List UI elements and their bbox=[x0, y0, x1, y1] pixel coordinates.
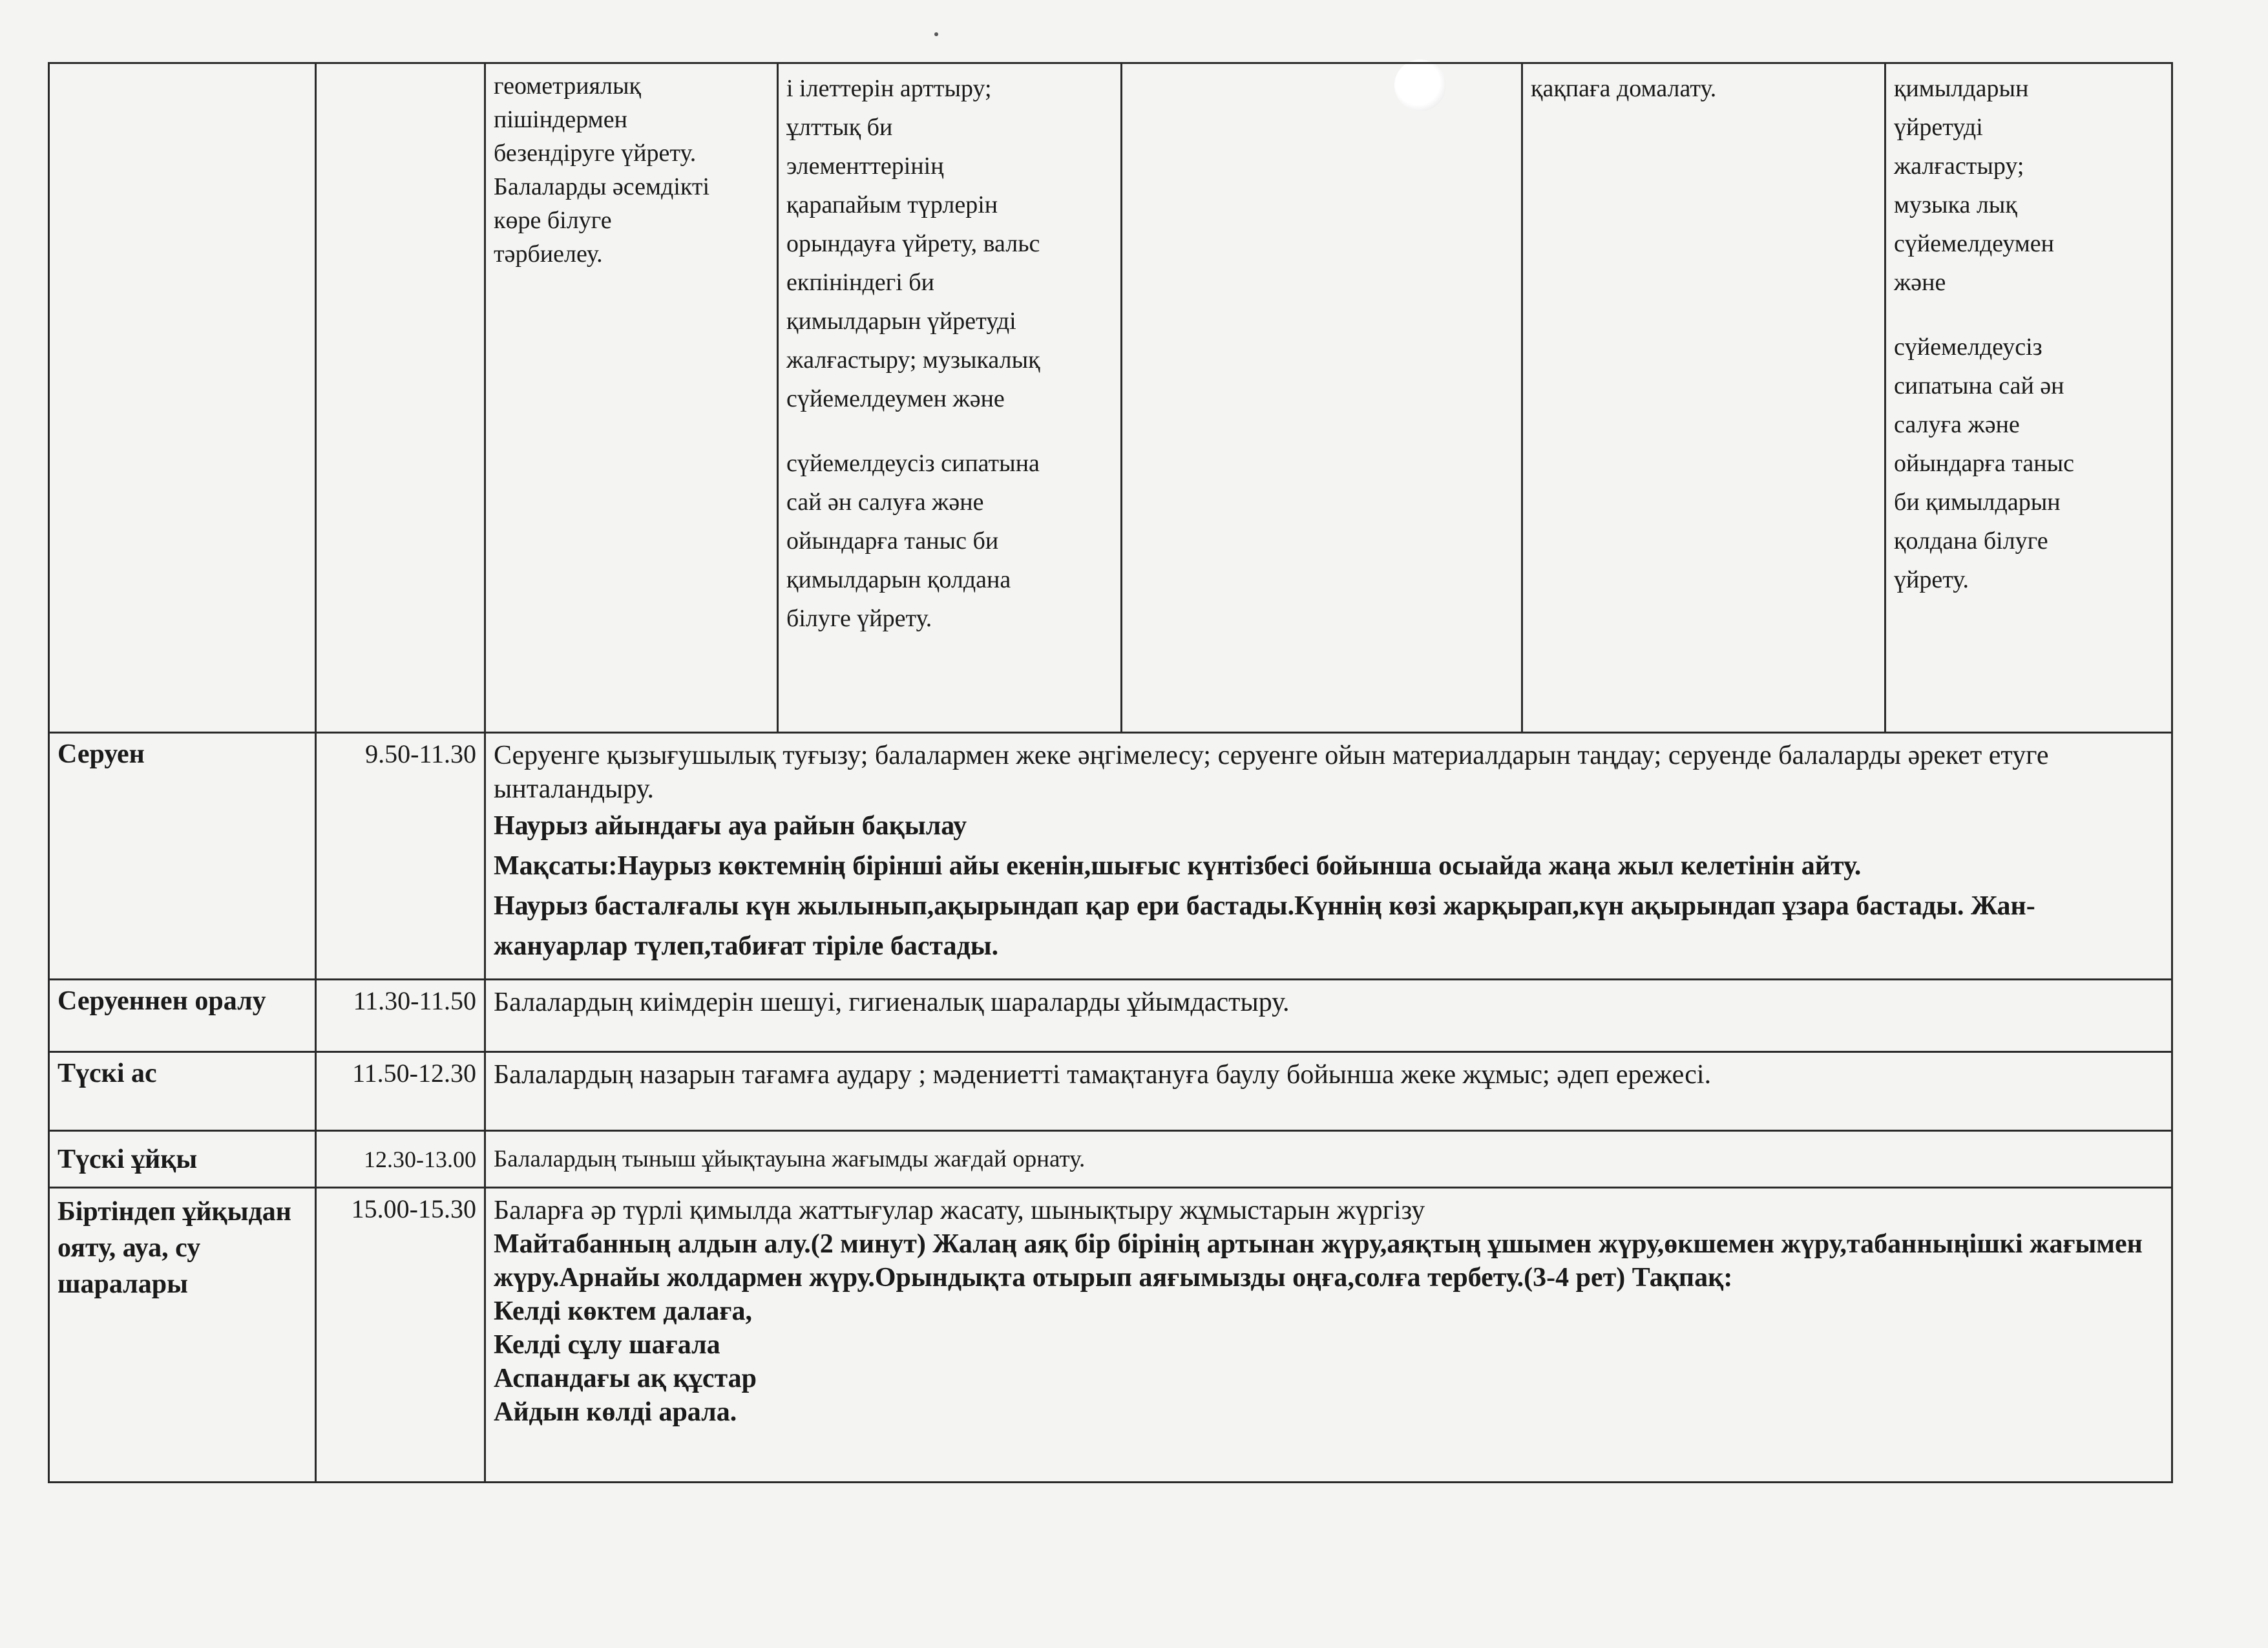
text-line: пішіндермен bbox=[494, 106, 627, 133]
poem-line: Айдын көлді арала. bbox=[494, 1397, 737, 1427]
continuation-label-cell bbox=[49, 63, 316, 733]
text-line: безендіруге үйрету. bbox=[494, 140, 697, 167]
row-label: Серуен bbox=[49, 733, 316, 980]
seruen-goal: Мақсаты:Наурыз көктемнің бірінші айы екенін,шығыс күнтізбесі бойынша осыайда жаңа жыл келетінін айту. bbox=[494, 851, 1862, 881]
paragraph-gap bbox=[786, 418, 1113, 444]
poem-line: Келді көктем далаға, bbox=[494, 1296, 753, 1326]
text-line: ойындарға таныс би bbox=[786, 527, 999, 555]
text-line: элементтерінің bbox=[786, 153, 944, 180]
text-line: және bbox=[1894, 269, 1946, 296]
text-line: көре білуге bbox=[494, 207, 612, 234]
row-time: 12.30-13.00 bbox=[316, 1131, 485, 1188]
poem-line: Аспандағы ақ құстар bbox=[494, 1364, 757, 1393]
text-line: сүйемелдеумен bbox=[1894, 230, 2054, 257]
row-description bbox=[485, 1188, 2172, 1483]
text-line: сүйемелдеумен және bbox=[786, 385, 1005, 412]
text-line: сипатына сай ән bbox=[1894, 372, 2064, 399]
text-line: Балаларды әсемдікті bbox=[494, 173, 710, 200]
text-line: қолдана білуге bbox=[1894, 527, 2048, 555]
seruen-heading: Наурыз айындағы ауа райын бақылау bbox=[494, 811, 967, 841]
text-line: тәрбиелеу. bbox=[494, 240, 603, 268]
text-line: қимылдарын bbox=[1894, 75, 2029, 102]
continuation-row bbox=[49, 63, 2172, 733]
row-seruen bbox=[49, 733, 2172, 980]
row-label: Түскі ас bbox=[49, 1052, 316, 1131]
row-label: Түскі ұйқы bbox=[49, 1131, 316, 1188]
text-line: сүйемелдеусіз bbox=[1894, 333, 2042, 361]
text-line: қимылдарын қолдана bbox=[786, 566, 1011, 593]
row-time: 9.50-11.30 bbox=[316, 733, 485, 980]
row-label: Серуеннен оралу bbox=[49, 980, 316, 1052]
text-line: ойындарға таныс bbox=[1894, 450, 2075, 477]
text-line: сай ән салуға және bbox=[786, 489, 984, 516]
row-time: 15.00-15.30 bbox=[316, 1188, 485, 1483]
text-line: екпініндегі би bbox=[786, 269, 934, 296]
wake-intro: Баларға әр түрлі қимылда жаттығулар жасату, шынықтыру жұмыстарын жүргізу bbox=[494, 1196, 1425, 1225]
text-line: і ілеттерін арттыру; bbox=[786, 75, 992, 102]
text-line: музыка лық bbox=[1894, 191, 2017, 218]
text-line: сүйемелдеусіз сипатына bbox=[786, 450, 1040, 477]
daily-plan-table bbox=[48, 62, 2173, 1483]
text-line: үйретуді bbox=[1894, 114, 1983, 141]
row-description: Балалардың тыныш ұйықтауына жағымды жағдай орнату. bbox=[485, 1131, 2172, 1188]
scan-speck bbox=[934, 32, 938, 36]
row-nap bbox=[49, 1131, 2172, 1188]
text-line: жалғастыру; музыкалық bbox=[786, 346, 1040, 374]
row-label: Біртіндеп ұйқыдан ояту, ауа, су шаралары bbox=[49, 1188, 316, 1483]
continuation-time-cell bbox=[316, 63, 485, 733]
row-lunch bbox=[49, 1052, 2172, 1131]
text-line: жалғастыру; bbox=[1894, 153, 2024, 180]
wake-exercise-text: Майтабанның алдын алу.(2 минут) Жалаң аяқ бір бірінің артынан жүру,аяқтың ұшымен жүру,өкшемен жүру,табанныңішкі жағымен жүру.Арнайы жолдармен жүру.Орындықта отырып аяғымызды оңға,солға тербету.(3-4 рет) Тақпақ: bbox=[494, 1229, 2143, 1293]
paragraph-gap bbox=[1894, 302, 2163, 328]
seruen-text: Наурыз басталғалы күн жылынып,ақырындап қар ери бастады.Күннің көзі жарқырап,күн ақырындап ұзара бастады. Жан-жануарлар түлеп,табиғат тіріле бастады. bbox=[494, 891, 2035, 961]
row-time: 11.30-11.50 bbox=[316, 980, 485, 1052]
row-description: Балалардың киімдерін шешуі, гигиеналық шараларды ұйымдастыру. bbox=[485, 980, 2172, 1052]
row-description: Балалардың назарын тағамға аудару ; мәдениетті тамақтануға баулу бойынша жеке жұмыс; әдеп ережесі. bbox=[485, 1052, 2172, 1131]
continuation-col3 bbox=[485, 63, 778, 733]
text-line: ұлттық би bbox=[786, 114, 893, 141]
text-line: үйрету. bbox=[1894, 566, 1969, 593]
seruen-intro: Серуенге қызығушылық туғызу; балалармен жеке әңгімелесу; серуенге ойын материалдарын таңдау; серуенде балаларды әрекет етуге ынталандыру. bbox=[494, 741, 2049, 804]
row-wake bbox=[49, 1188, 2172, 1483]
text-line: би қимылдарын bbox=[1894, 489, 2061, 516]
text-line: қарапайым түрлерін bbox=[786, 191, 998, 218]
row-return bbox=[49, 980, 2172, 1052]
poem-line: Келді сұлу шағала bbox=[494, 1330, 720, 1360]
row-time: 11.50-12.30 bbox=[316, 1052, 485, 1131]
text-line: қақпаға домалату. bbox=[1531, 75, 1717, 102]
continuation-col4 bbox=[778, 63, 1122, 733]
continuation-col7 bbox=[1885, 63, 2172, 733]
text-line: салуға және bbox=[1894, 411, 2020, 438]
row-description bbox=[485, 733, 2172, 980]
text-line: қимылдарын үйретуді bbox=[786, 308, 1016, 335]
text-line: білуге үйрету. bbox=[786, 605, 932, 632]
continuation-col5 bbox=[1122, 63, 1522, 733]
continuation-col6 bbox=[1522, 63, 1885, 733]
text-line: геометриялық bbox=[494, 72, 641, 100]
text-line: орындауға үйрету, вальс bbox=[786, 230, 1040, 257]
